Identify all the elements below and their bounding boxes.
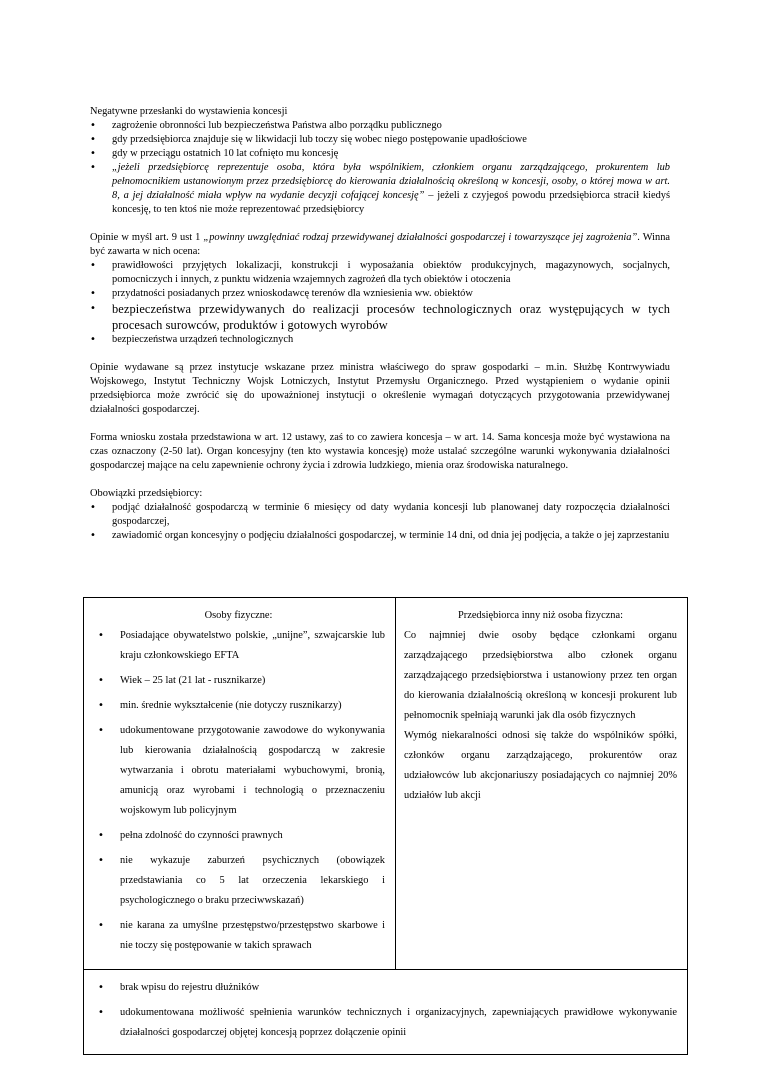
negative-conditions-list: [90, 119, 670, 217]
list-item: • zawiadomić organ koncesyjny o podjęciu działalności gospodarczej, w terminie 14 dni, od dnia jej podjęcia, a także o jej zaprzestaniu: [90, 529, 670, 543]
opinions-list: [90, 259, 670, 347]
list-item: • podjąć działalność gospodarczą w terminie 6 miesięcy od daty wydania koncesji lub planowanej daty rozpoczęcia działalności gospodarczej,: [90, 501, 670, 529]
list-item: • pełna zdolność do czynności prawnych: [92, 826, 385, 846]
list-item: • nie karana za umyślne przestępstwo/przestępstwo skarbowe i nie toczy się postępowanie w takich sprawach: [92, 916, 385, 956]
list-item: • Wiek – 25 lat (21 lat - rusznikarze): [92, 671, 385, 691]
list-item: • gdy w przeciągu ostatnich 10 lat cofnięto mu koncesję: [90, 147, 670, 161]
table-row: [84, 598, 687, 970]
duties-list: [90, 501, 670, 543]
section-negative-title: Negatywne przesłanki do wystawienia koncesji: [90, 106, 288, 117]
quoted-italic-text: „jeżeli przedsiębiorcę reprezentuje osoba, która była wspólnikiem, członkiem organu zarządzającego, prokurentem lub pełnomocnikiem ustanowionym przez przedsiębiorcę do kierowania działalnością określoną w koncesji, osoby, o której mowa w art. 8, a jej działalność miała wpływ na wydanie decyzji cofającej koncesję”: [112, 162, 670, 201]
list-item: • prawidłowości przyjętych lokalizacji, konstrukcji i wyposażania obiektów produkcyjnych, magazynowych, socjalnych, pomocniczych i innych, z punktu widzenia wzajemnych zagrożeń dla tych obiektów i otoczenia: [90, 259, 670, 287]
list-item: • bezpieczeństwa przewidywanych do realizacji procesów technologicznych oraz występujących w tych procesach surowców, produktów i gotowych wyrobów: [90, 301, 670, 333]
document-body: [90, 105, 670, 543]
list-item: • udokumentowane przygotowanie zawodowe do wykonywania lub kierowania działalnością gospodarczą w zakresie wytwarzania i obrotu materiałami wybuchowymi, bronią, amunicją oraz wyrobami i technologią o przeznaczeniu wojskowym lub policyjnym: [92, 721, 385, 821]
list-item: • gdy przedsiębiorca znajduje się w likwidacji lub toczy się wobec niego postępowanie upadłościowe: [90, 133, 670, 147]
other-entrepreneur-header: Przedsiębiorca inny niż osoba fizyczna:: [457, 610, 624, 621]
list-item: • nie wykazuje zaburzeń psychicznych (obowiązek przedstawiania co 5 lat orzeczenia lekarskiego i psychologicznego o braku przeciwwskazań): [92, 851, 385, 911]
paragraph-application-form: Forma wniosku została przedstawiona w art. 12 ustawy, zaś to co zawiera koncesja – w art. 14. Sama koncesja może być wystawiona na czas oznaczony (2-50 lat). Organ koncesyjny (ten kto wystawia koncesję) może ustalać szczególne warunki wykonywania działalności gospodarczej mające na celu zapewnienie ochrony życia i zdrowia ludzkiego, mienia oraz środowiska naturalnego.: [90, 432, 670, 471]
paragraph-institutions: Opinie wydawane są przez instytucje wskazane przez ministra właściwego do spraw gospodarki – m.in. Służbę Kontrwywiadu Wojskowego, Instytut Techniczny Wojsk Lotniczych, Instytut Przemysłu Organicznego. Przed wystąpieniem o wydanie opinii przedsiębiorca może zwrócić się do upoważnionej instytucji o określenie wymagań dotyczących przygotowania przewidywanej działalności gospodarczej.: [90, 362, 670, 415]
list-item: • bezpieczeństwa urządzeń technologicznych: [90, 333, 670, 347]
section-duties-title: Obowiązki przedsiębiorcy:: [90, 488, 203, 499]
common-requirements-list: [92, 978, 677, 1043]
list-item: [90, 161, 670, 217]
other-entrepreneur-cell: [396, 598, 687, 969]
natural-persons-cell: [84, 598, 396, 969]
other-entrepreneur-text: Co najmniej dwie osoby będące członkami organu zarządzającego przedsiębiorstwa albo członek organu zarządzającego przedsiębiorstwa i ustanowiony przez ten organ do kierowania działalnością określoną w koncesji prokurent lub pełnomocnik spełniają warunki jak dla osób fizycznych: [404, 630, 677, 721]
list-item: • Posiadające obywatelstwo polskie, „unijne”, szwajcarskie lub kraju członkowskiego EFTA: [92, 626, 385, 666]
natural-persons-header: Osoby fizyczne:: [204, 610, 273, 621]
list-item: • przydatności posiadanych przez wnioskodawcę terenów dla wzniesienia ww. obiektów: [90, 287, 670, 301]
list-item: • udokumentowana możliwość spełnienia warunków technicznych i organizacyjnych, zapewniających prawidłowe wykonywanie działalności gospodarczej objętej koncesją poprzez dołączenie opinii: [92, 1003, 677, 1043]
list-item: • brak wpisu do rejestru dłużników: [92, 978, 677, 998]
list-item: • min. średnie wykształcenie (nie dotyczy rusznikarzy): [92, 696, 385, 716]
opinions-intro-end: . Winna być zawarta w nich ocena:: [90, 232, 671, 257]
requirements-table: [83, 597, 688, 1055]
table-row: [84, 970, 687, 1054]
opinions-intro-start: Opinie w myśl art. 9 ust 1: [90, 232, 204, 243]
opinions-intro-quote: „powinny uwzględniać rodzaj przewidywanej działalności gospodarczej i towarzyszące jej zagrożenia”: [203, 232, 638, 243]
list-item-text: – jeżeli z czyjegoś powodu przedsiębiorca stracił kiedyś koncesję, to ten ktoś nie może reprezentować przedsiębiorcy: [112, 190, 671, 215]
natural-persons-list: [92, 626, 385, 956]
opinions-intro: [90, 231, 670, 259]
other-entrepreneur-text: Wymóg niekaralności odnosi się także do wspólników spółki, członków organu zarządzającego, prokurentów oraz udziałowców lub akcjonariuszy posiadających co najmniej 20% udziałów lub akcji: [404, 730, 677, 801]
list-item: • zagrożenie obronności lub bezpieczeństwa Państwa albo porządku publicznego: [90, 119, 670, 133]
